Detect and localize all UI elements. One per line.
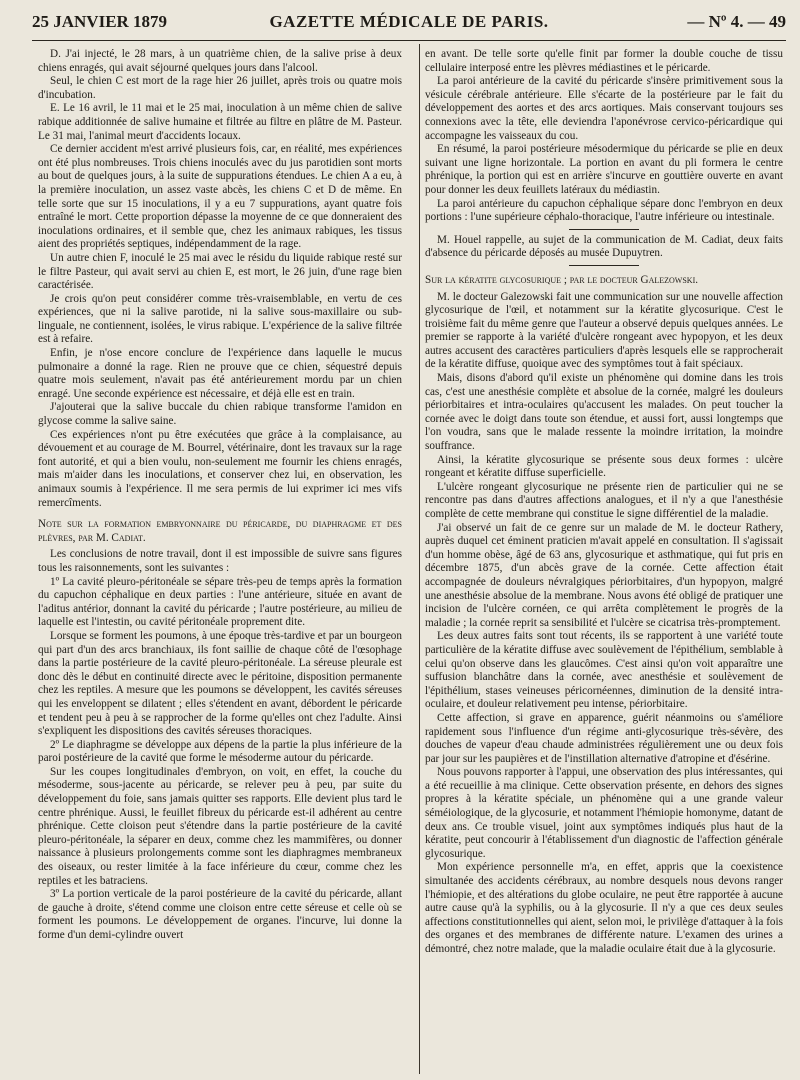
paragraph: Ce dernier accident m'est arrivé plusieurs fois, car, en réalité, mes expériences ont été plus nombreuses. Trois chiens inoculés avec du jus parotidien sont morts au bout de quelques jours, à la suite de suppurations étendues. Le chien A a eu, à la première inoculation, un assez vaste abcès, les chiens C et D de même. En telle sorte que sur 15 inoculations, il y a eu 7 suppurations, ayant quatre fois entraîné le mort. Cette proportion dépasse la moyenne de ce que donneraient des inoculations ordinaires, et il semble que, chez les animaux rabiques, les tissus aient des propriétés septiques, indépendamment de la rage.	[38, 143, 402, 251]
journal-title: GAZETTE MÉDICALE DE PARIS.	[269, 12, 549, 31]
paragraph: J'ajouterai que la salive buccale du chien rabique transforme l'amidon en glycose comme la salive saine.	[38, 401, 402, 428]
paragraph: 2º Le diaphragme se développe aux dépens de la partie la plus inférieure de la paroi postérieure de la cavité que forme le mésoderme autour du péricarde.	[38, 738, 402, 765]
paragraph: Mais, disons d'abord qu'il existe un phénomène qui domine dans les trois cas, c'est une anesthésie complète et absolue de la cornée, malgré les douleurs périorbitaires et intra-oculaires qu'accusent les malades. On peut toucher la cornée avec le doigt dans toute son étendue, et aussi fort, aussi longtemps que l'on voudra, sans que le malade ressente la moindre irritation, la moindre souffrance.	[425, 372, 783, 453]
paragraph: Un autre chien F, inoculé le 25 mai avec le résidu du liquide rabique resté sur le filtre Pasteur, qui avait servi au chien E, est mort, le 26 juin, d'une rage bien caractérisée.	[38, 251, 402, 292]
paragraph: M. le docteur Galezowski fait une communication sur une nouvelle affection glycosurique de l'œil, et notamment sur la kératite glycosurique. C'est le troisième fait du même genre que l'auteur a observé depuis quelques années. Le premier se rapporte à la variété d'ulcère rongeant avec hypopyon, et les deux autres accusent des caractères particuliers d'après lesquels elle se rapprocherait de la kératite diffuse, quoique avec des symptômes tout à fait spéciaux.	[425, 290, 783, 371]
paragraph: Lorsque se forment les poumons, à une époque très-tardive et par un bourgeon qui part d'un des arcs branchiaux, ils font saillie de chaque côté de l'œsophage dans la partie postérieure de la cavité pleuro-péritonéale. La séreuse pleurale est donc dès le début en continuité directe avec le péritoine, disposition permanente chez les reptiles. A mesure que les poumons se développent, les cavités séreuses qui les enveloppent se dilatent ; elles s'étendent en avant, débordent le péricarde et tendent peu à peu à se rapprocher de la forme qu'elles ont chez l'adulte. Ainsi s'expliquent les dispositions des cavités séreuses thoraciques.	[38, 629, 402, 738]
section-rule	[569, 265, 639, 266]
paragraph: En résumé, la paroi postérieure mésodermique du péricarde se plie en deux suivant une ligne horizontale. La portion en avant du pli formera le centre phrénique, la portion qui est en arrière s'incurve en gouttière ouverte en avant pour donner les deux feuillets latéraux du médiastin.	[425, 143, 783, 196]
paragraph: 3º La portion verticale de la paroi postérieure de la cavité du péricarde, allant de gauche à droite, s'étend comme une cloison entre cette séreuse et celle où se forment les poumons. Le développement de organes. l'incurve, lui donne la forme d'un demi-cylindre ouvert	[38, 888, 402, 941]
left-column	[38, 48, 402, 1072]
paragraph: Les conclusions de notre travail, dont il est impossible de suivre sans figures tous les raisonnements, sont les suivantes :	[38, 548, 402, 574]
issue-number: — Nº 4. — 49	[687, 12, 786, 31]
section-heading: Sur la kératite glycosurique ; par le docteur Galezowski.	[425, 273, 699, 286]
paragraph: 1º La cavité pleuro-péritonéale se sépare très-peu de temps après la formation du capuchon céphalique en deux parties : l'une antérieure, située en avant de l'aditus antérior, donnant la cavité du péricarde ; l'autre postérieure, au milieu de laquelle est l'intestin, ou cavité péritonéale proprement dite.	[38, 575, 402, 629]
paragraph: Nous pouvons rapporter à l'appui, une observation des plus intéressantes, qui a été recueillie à ma clinique. Cette observation présente, en dehors des signes propres à la kératite spéciale, un phénomène qui a une grande valeur séméiologique, de la glycosurie, et notamment l'hémiopie homonyme, datant de deux ans. Ce trouble visuel, joint aux symptômes indiqués plus haut de la kératite, peut concourir à l'établissement d'un diagnostic de l'affection générale glycosurique.	[425, 766, 783, 860]
header-rule	[32, 40, 786, 41]
paragraph: La paroi antérieure du capuchon céphalique sépare donc l'embryon en deux portions : l'une supérieure céphalo-thoracique, l'autre inférieure ou intestinale.	[425, 197, 783, 224]
paragraph: La paroi antérieure de la cavité du péricarde s'insère primitivement sous la vésicule cérébrale antérieure. Elle s'écarte de la postérieure par le fait du développement des aortes et des arcs aortiques. Mais conservant toujours ses connexions avec la tête, elle deviendra l'aponévrose cervico-péricardique qui accompagne les vaisseaux du cou.	[425, 75, 783, 142]
paragraph: D. J'ai injecté, le 28 mars, à un quatrième chien, de la salive prise à deux chiens enragés, qui avait séjourné quelques jours dans l'alcool.	[38, 48, 402, 74]
paragraph: Mon expérience personnelle m'a, en effet, appris que la coexistence simultanée des accidents cérébraux, au nombre desquels nous devons ranger l'hémiopie, et des altérations du globe oculaire, ne peut être rapportée à aucune autre cause qu'à la syphilis, ou à la glycosurie. Il n'y a que ces deux seules affections constitutionnelles qui aient, selon moi, le privilège d'attaquer à la fois des organes et des membranes de différente nature. L'examen des urines a démontré, chez notre malade, que la maladie oculaire était due à la glycosurie.	[425, 861, 783, 955]
right-column	[425, 48, 783, 1072]
paragraph: J'ai observé un fait de ce genre sur un malade de M. le docteur Rathery, auprès duquel cet éminent praticien m'avait appelé en consultation. Il s'agissait d'un homme obèse, âgé de 63 ans, glycosurique et asthmatique, qui fut pris en décembre 1875, d'un abcès grave de la cornée. Cette affection était accompagnée de douleurs névralgiques périorbitaires, d'un hypopyon, malgré une anesthésie absolue de la membrane. Nous avons été obligé de pratiquer une incision de l'ulcère cornéen, ce qui arrêta complètement le progrès de la maladie ; la cornée reprit sa sensibilité et l'ulcère se cicatrisa très-promptement.	[425, 521, 783, 629]
paragraph: Les deux autres faits sont tout récents, ils se rapportent à une variété toute particulière de la kératite diffuse avec soulèvement de l'épithélium, semblable à celui qu'on observe dans les glaucômes. C'est ainsi qu'on voit apparaître une suffusion blanchâtre dans la cornée, avec anesthésie et soulèvement de l'épithélium, stases veineuses péricornéennes, diminution de la densité intra-oculaire, et douleur relativement peu intense, périorbitaire.	[425, 630, 783, 711]
issue-date: 25 JANVIER 1879	[32, 12, 168, 31]
paragraph: Sur les coupes longitudinales d'embryon, on voit, en effet, la couche du mésoderme, sous-jacente au péricarde, se relever peu à peu, par suite du développement du foie, sans jamais quitter ses rapports. Elle devient plus tard le centre phrénique. Aussi, le feuillet fibreux du péricarde est-il adhérent au centre phrénique. Cette cloison peut s'étendre dans la partie postérieure de la cavité pleuro-péritonéale, la séparer en deux, comme chez les mammifères, ou donner naissance à plusieurs prolongements comme sont les diaphragmes membraneux des oiseaux, ou rester limitée à la face inférieure du cœur, comme chez les reptiles et les batraciens.	[38, 765, 402, 887]
paragraph: M. Houel rappelle, au sujet de la communication de M. Cadiat, deux faits d'absence du péricarde déposés au musée Dupuytren.	[425, 233, 783, 260]
paragraph: Je crois qu'on peut considérer comme très-vraisemblable, en vertu de ces expériences, que ni la salive parotide, ni la salive sous-maxillaire ou sub-linguale, ne contiennent, isolées, le virus rabique. L'expérience de la salive filtrée est à refaire.	[38, 292, 402, 346]
page-header	[32, 10, 786, 36]
paragraph: Ainsi, la kératite glycosurique se présente sous deux formes : ulcère rongeant et kératite diffuse superficielle.	[425, 453, 783, 480]
paragraph: Ces expériences n'ont pu être exécutées que grâce à la complaisance, au dévouement et au courage de M. Bourrel, vétérinaire, dont les travaux sur la rage font autorité, et qui a bien voulu, non-seulement me fournir les chiens enragés, mais m'aider dans les inoculations, et conserver chez lui, en observation, les animaux soumis à l'expérience. Il me sera permis de lui exprimer ici mes vifs remercîments.	[38, 428, 402, 509]
column-divider	[419, 44, 420, 1074]
paragraph: Enfin, je n'ose encore conclure de l'expérience dans laquelle le mucus pulmonaire a donné la rage. Rien ne prouve que ce chien, séquestré depuis quatre mois seulement, n'avait pas été antérieurement mordu par un chien enragé. Une seconde expérience est nécessaire, et déjà elle est en train.	[38, 347, 402, 400]
paragraph: Seul, le chien C est mort de la rage hier 26 juillet, après trois ou quatre mois d'incubation.	[38, 75, 402, 101]
section-rule	[569, 229, 639, 230]
paragraph: L'ulcère rongeant glycosurique ne présente rien de particulier qui ne se rencontre pas dans d'autres affections analogues, et il n'y a que l'anesthésie complète de cette membrane qui constitue le signe différentiel de la maladie.	[425, 480, 783, 520]
paragraph: E. Le 16 avril, le 11 mai et le 25 mai, inoculation à un même chien de salive rabique additionnée de salive humaine et filtrée au filtre en plâtre de M. Pasteur. Le 31 mai, l'animal meurt d'accidents locaux.	[38, 102, 402, 142]
paragraph: en avant. De telle sorte qu'elle finit par former la double couche de tissu cellulaire interposé entre les plèvres médiastines et le péricarde.	[425, 48, 783, 74]
section-heading: Note sur la formation embryonnaire du péricarde, du diaphragme et des plèvres, par M. Cadiat.	[38, 518, 402, 544]
paragraph: Cette affection, si grave en apparence, guérit néanmoins ou s'améliore rapidement sous l'influence d'un régime anti-glycosurique très-sévère, des douches de vapeur d'eau chaude administrées régulièrement une ou deux fois par jour sur les paupières et de l'instillation alternative d'atropine et d'ésérine.	[425, 711, 783, 765]
